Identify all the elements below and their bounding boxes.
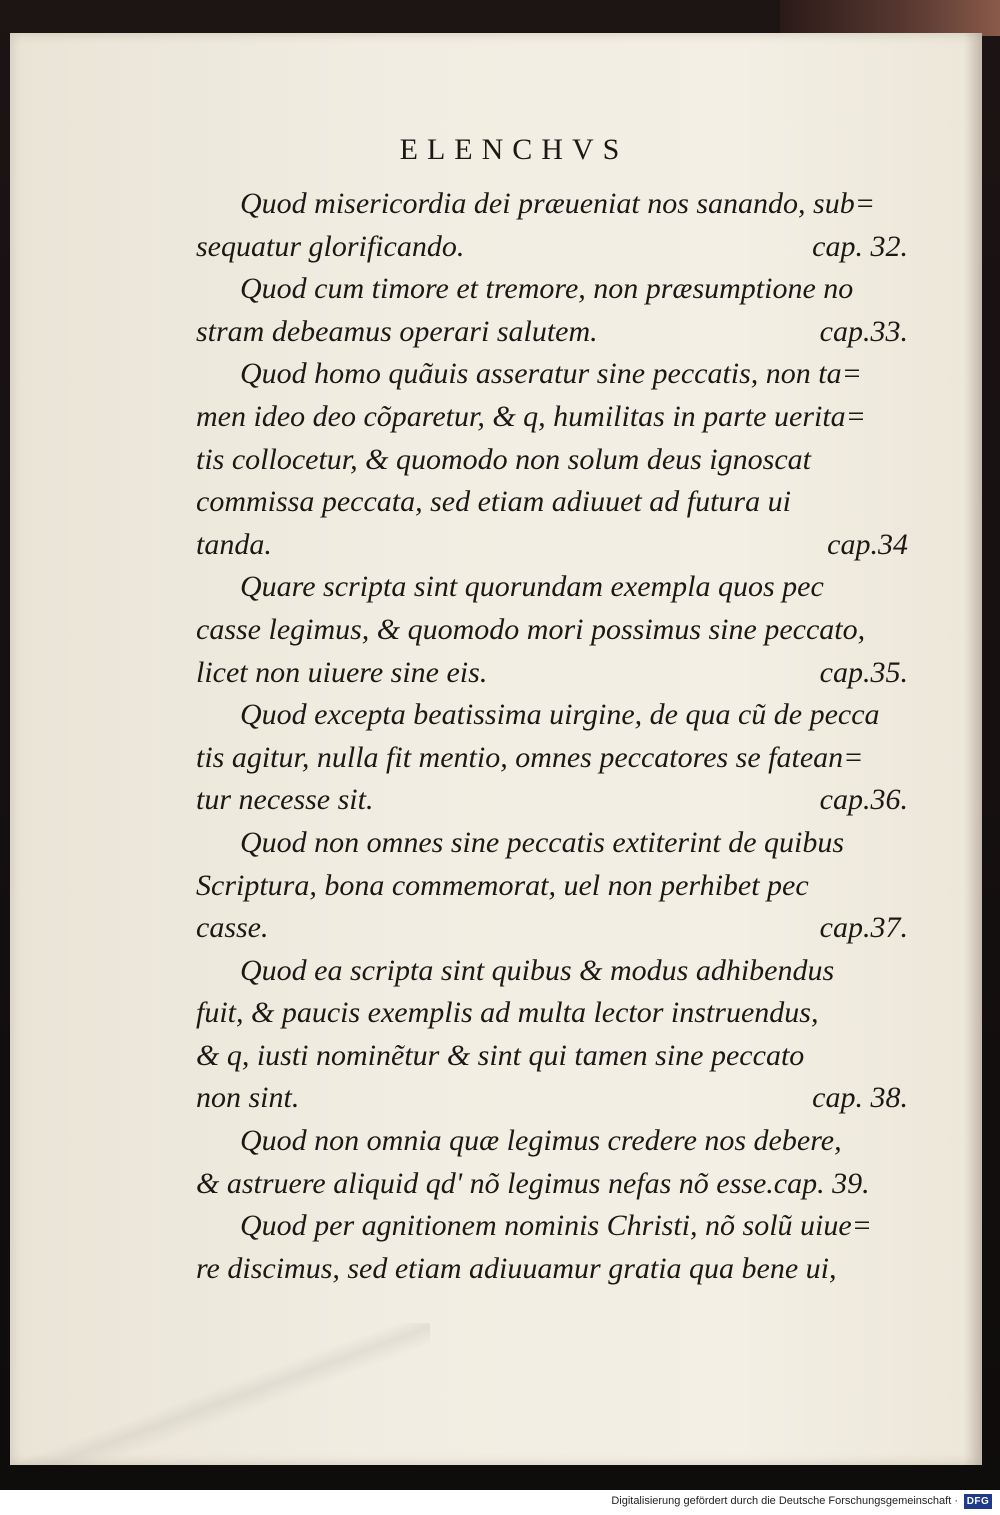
line-text: Quod ea scripta sint quibus & modus adhibendus (240, 953, 835, 987)
page-fold-shadow (10, 1323, 430, 1465)
text-line (196, 353, 908, 396)
chapter-reference: cap.36. (819, 783, 908, 817)
line-text: Quod cum timore et tremore, non præsumptione no (240, 272, 854, 306)
text-line (196, 481, 908, 524)
text-line (196, 396, 908, 439)
text-line (196, 865, 908, 908)
line-text: Quod per agnitionem nominis Christi, nõ solũ uiue= (240, 1209, 872, 1243)
line-text: re discimus, sed etiam adiuuamur gratia qua bene ui, (196, 1251, 837, 1285)
text-line (196, 1077, 908, 1120)
facing-page-edge (780, 0, 1000, 36)
line-text: stram debeamus operari salutem. (196, 314, 598, 348)
line-text: Quod non omnia quæ legimus credere nos debere, (240, 1124, 842, 1158)
line-text: men ideo deo cõparetur, & q, humilitas in parte uerita= (196, 399, 866, 433)
text-line (196, 1163, 908, 1206)
text-line (196, 992, 908, 1035)
running-head: ELENCHVS (399, 133, 629, 166)
line-text: tanda. (196, 527, 272, 561)
text-line (196, 950, 908, 993)
text-line (196, 566, 908, 609)
text-line (196, 268, 908, 311)
text-line (196, 1248, 908, 1291)
book-page (10, 33, 982, 1465)
text-line (196, 524, 908, 567)
text-line (196, 1035, 908, 1078)
line-text: Scriptura, bona commemorat, uel non perhibet pec (196, 868, 809, 902)
text-line (196, 183, 908, 226)
digitization-credit: Digitalisierung gefördert durch die Deutsche Forschungsgemeinschaft · (611, 1495, 958, 1507)
text-line (196, 907, 908, 950)
text-line (196, 311, 908, 354)
line-text: casse legimus, & quomodo mori possimus sine peccato, (196, 612, 866, 646)
text-line (196, 652, 908, 695)
text-line (196, 609, 908, 652)
line-text: fuit, & paucis exemplis ad multa lector instruendus, (196, 996, 819, 1030)
line-text: & astruere aliquid qd' nõ legimus nefas nõ esse.cap. 39. (196, 1166, 870, 1200)
line-text: Quod misericordia dei præueniat nos sanando, sub= (240, 187, 875, 220)
chapter-reference: cap. 32. (812, 229, 908, 263)
chapter-reference: cap.34 (827, 527, 908, 561)
footer-bar (0, 1490, 1000, 1515)
line-text: Quod excepta beatissima uirgine, de qua cũ de pecca (240, 698, 880, 732)
line-text: Quod homo quãuis asseratur sine peccatis, non ta= (240, 357, 862, 391)
chapter-reference: cap. 38. (812, 1081, 908, 1115)
line-text: commissa peccata, sed etiam adiuuet ad futura ui (196, 485, 791, 519)
body-text (196, 183, 908, 1290)
line-text: & q, iusti nominẽtur & sint qui tamen sine peccato (196, 1038, 805, 1072)
dfg-logo-icon: DFG (964, 1494, 992, 1509)
text-line (196, 1205, 908, 1248)
line-text: tis agitur, nulla fit mentio, omnes peccatores se fatean= (196, 740, 864, 774)
line-text: non sint. (196, 1081, 300, 1115)
line-text: casse. (196, 911, 269, 945)
line-text: sequatur glorificando. (196, 229, 465, 263)
text-line (196, 822, 908, 865)
text-line (196, 226, 908, 269)
chapter-reference: cap.35. (819, 655, 908, 689)
line-text: Quare scripta sint quorundam exempla quos pec (240, 570, 824, 604)
line-text: tur necesse sit. (196, 783, 374, 817)
text-line (196, 737, 908, 780)
text-line (196, 694, 908, 737)
text-line (196, 779, 908, 822)
text-line (196, 1120, 908, 1163)
line-text: Quod non omnes sine peccatis extiterint de quibus (240, 825, 845, 859)
page-edge-shadow (964, 33, 982, 1465)
text-line (196, 439, 908, 482)
chapter-reference: cap.37. (819, 911, 908, 945)
line-text: licet non uiuere sine eis. (196, 655, 488, 689)
chapter-reference: cap.33. (819, 314, 908, 348)
line-text: tis collocetur, & quomodo non solum deus ignoscat (196, 442, 811, 476)
